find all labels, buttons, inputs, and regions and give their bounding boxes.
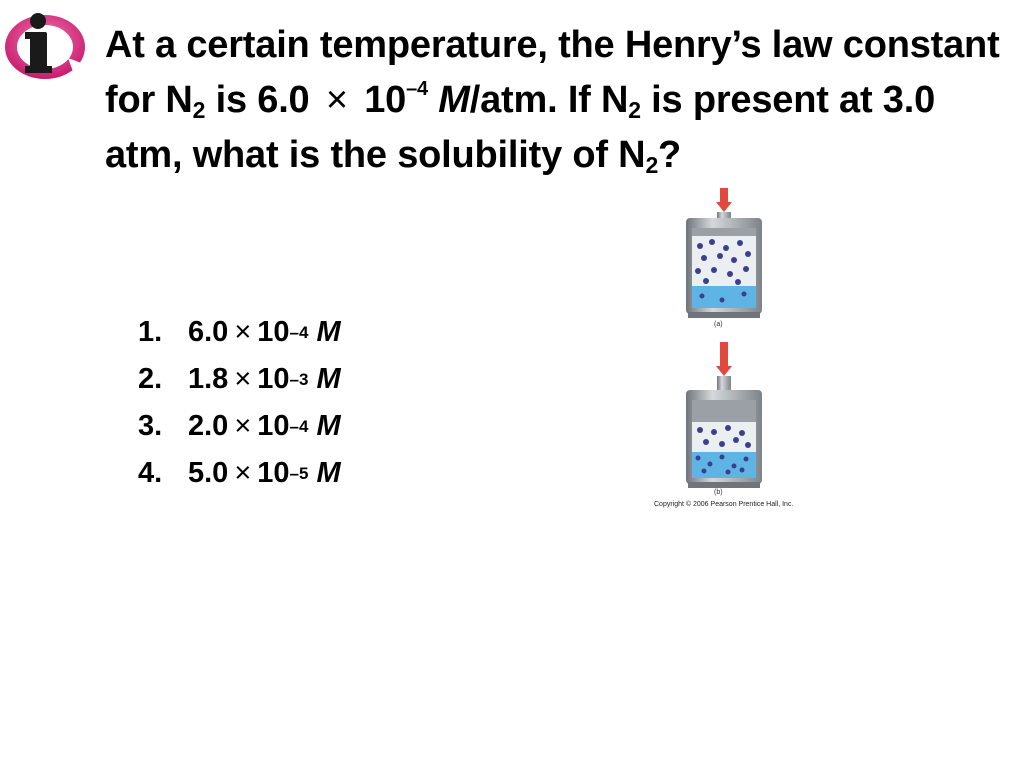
copyright-notice: Copyright © 2006 Pearson Prentice Hall, Inc.: [654, 501, 794, 508]
figure-caption-a: (a): [714, 321, 723, 328]
piston-cylinder-figure-a: [676, 186, 772, 336]
figure-caption-b: (b): [714, 489, 723, 496]
answer-option-2[interactable]: 2. 1.8 × 10 –3 M: [138, 363, 341, 395]
answer-option-1[interactable]: 1. 6.0 × 10 –4 M: [138, 316, 341, 348]
down-arrow-icon: [716, 188, 732, 212]
piston-cylinder-figure-b: [676, 340, 772, 500]
down-arrow-icon: [716, 342, 732, 376]
info-logo-icon: [2, 8, 88, 84]
answer-option-4[interactable]: 4. 5.0 × 10 –5 M: [138, 457, 341, 489]
question-text: At a certain temperature, the Henry’s law constant for $N_2$ is $6.0 \times 10^{-4}$ M/atm. If $N_2$ is present at 3.0 atm, what is the solubility of $N_2$?: [105, 24, 1000, 178]
answer-list: [138, 309, 341, 497]
answer-option-3[interactable]: 3. 2.0 × 10 –4 M: [138, 410, 341, 442]
times-symbol: ×: [325, 79, 348, 121]
